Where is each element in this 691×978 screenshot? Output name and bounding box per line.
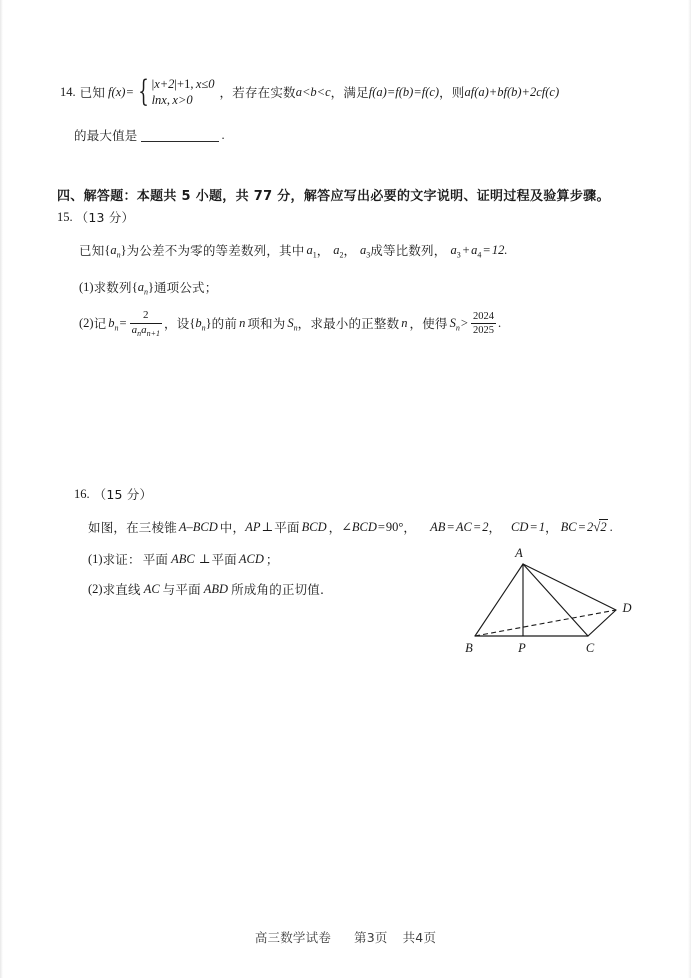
problem-15-term-1: $a_1$ — [306, 242, 317, 259]
problem-16-figure — [448, 542, 648, 662]
piecewise-case-2: lnx, x>0 — [151, 93, 193, 107]
problem-14-condition: f(a)=f(b)=f(c) — [368, 84, 440, 99]
footer-total-pages: 共4页 — [402, 930, 437, 945]
problem-14-period: . — [221, 127, 225, 142]
footer-page-number: 第3页 — [354, 930, 388, 945]
problem-15-bn: $b_n$ — [108, 315, 119, 333]
problem-16-part-2: (2) 求直线 AC 与平面 ABD 所成角的正切值. — [88, 581, 325, 597]
problem-14-clause-1: ，若存在实数 — [219, 85, 296, 100]
problem-14-piecewise — [134, 76, 214, 108]
problem-16-length-cd: CD=1 — [511, 519, 546, 534]
problem-16-plane-acd: ACD — [238, 551, 264, 566]
problem-14-answer-blank[interactable] — [141, 129, 219, 142]
problem-16-part-1-label: (1) — [88, 551, 103, 566]
problem-16-perp-segment: AP — [245, 519, 261, 534]
problem-16-plane-abc: ABC — [171, 551, 195, 566]
problem-16-stem: 如图，在三棱锥 A–BCD 中， AP ⊥ 平面 BCD ， ∠ BCD = 90° ， AB=AC=2 ， CD=1 ， BC=2 √ 2 . — [88, 519, 613, 535]
problem-16-part-2-label: (2) — [88, 581, 103, 596]
vertex-label-A: A — [515, 546, 523, 560]
problem-16-plane-bcd: BCD — [301, 519, 327, 534]
problem-16-part-1: (1) 求证： 平面 ABC ⊥ 平面 ACD ； — [88, 551, 279, 567]
problem-15-target-fraction: $\frac{2024}{2025}$ — [472, 310, 494, 336]
edge-BD-hidden — [475, 610, 616, 636]
problem-16-angle-value: 90° — [385, 519, 404, 534]
problem-16-solid-name: A–BCD — [178, 519, 218, 534]
problem-16-line-ac: AC — [143, 581, 160, 596]
problem-14-line-1 — [60, 72, 640, 112]
problem-16-length-bc: BC=2 √ 2 — [560, 519, 607, 534]
problem-15-term-3: $a_3$ — [360, 242, 371, 259]
problem-14-equals: = — [126, 84, 134, 99]
vertex-label-B: B — [465, 641, 473, 655]
problem-15-Sn: $S_n$ — [287, 315, 298, 333]
piecewise-case-1: |x+2|+1, x≤0 — [151, 76, 215, 91]
section-4-heading: 四、解答题：本题共 5 小题，共 77 分，解答应写出必要的文字说明、证明过程及验算步骤。 — [57, 189, 610, 204]
problem-15-part-2: (2) 记 $b_n$ = $\frac{2}{a_na_{n+1}}$ ，设 $\{b_n\}$ 的前 n 项和为 $S_n$ ，求最小的正整数 n ，使得 $S_n$ > $\frac{2024}{2025}$ . — [79, 309, 502, 338]
problem-14-clause-2: ，满足 — [330, 85, 369, 100]
problem-15-part-2-label: (2) — [79, 315, 94, 330]
problem-15-Sn-target: $S_n$ — [449, 315, 460, 333]
problem-14-func: f(x) — [108, 84, 126, 99]
problem-15-part-1-label: (1) — [79, 279, 94, 294]
vertex-label-C: C — [585, 641, 595, 655]
problem-15-sequence-an: $\{a_n\}$ — [104, 242, 127, 259]
problem-15-part-1-sequence: $\{a_n\}$ — [131, 279, 154, 296]
problem-15-header — [57, 208, 657, 226]
edge-AD — [523, 564, 616, 610]
problem-16-points: （15 分） — [93, 487, 153, 502]
problem-16-number: 16. — [74, 486, 90, 501]
problem-14-number: 14. — [60, 84, 76, 99]
problem-15-stem: 已知 $\{a_n\}$ 为公差不为零的等差数列，其中 $a_1$ ， $a_2$ ， $a_3$ 成等比数列， $a_3+a_4=12$. — [79, 242, 508, 259]
piecewise-brace-icon: { — [138, 74, 150, 110]
problem-14-lead: 已知 — [79, 85, 106, 100]
problem-15-bn-fraction: $\frac{2}{a_na_{n+1}}$ — [131, 309, 160, 338]
problem-14-clause-3: ，则 — [439, 85, 465, 100]
perpendicular-icon-2: ⊥ — [198, 552, 211, 566]
vertex-label-P: P — [518, 641, 526, 655]
problem-15-part-1: (1) 求数列 $\{a_n\}$ 通项公式； — [79, 279, 218, 296]
problem-15-points: （13 分） — [75, 210, 135, 225]
perpendicular-icon: ⊥ — [261, 520, 274, 534]
page-footer — [0, 928, 691, 946]
problem-16-length-ab-ac: AB=AC=2 — [430, 519, 489, 534]
problem-15 — [57, 208, 657, 336]
triangular-pyramid-svg — [448, 542, 648, 662]
problem-16-header — [74, 485, 654, 503]
problem-15-sum-equation: $a_3+a_4=12$. — [450, 242, 508, 259]
angle-icon: ∠ — [341, 520, 352, 534]
problem-14 — [60, 72, 640, 144]
problem-15-term-2: $a_2$ — [333, 242, 344, 259]
vertex-label-D: D — [622, 601, 632, 615]
footer-title: 高三数学试卷 — [254, 930, 332, 945]
problem-14-inequality: a<b<c — [295, 84, 331, 99]
problem-14-line-2 — [74, 126, 640, 144]
problem-16-plane-abd: ABD — [203, 581, 229, 596]
problem-14-expression: af(a)+bf(b)+2cf(c) — [464, 84, 560, 99]
problem-16-angle-name: BCD — [351, 519, 377, 534]
problem-15-sequence-bn: $\{b_n\}$ — [189, 315, 212, 333]
problem-15-number: 15. — [57, 209, 73, 224]
edge-AB — [475, 564, 523, 636]
problem-14-answer-prompt: 的最大值是 — [74, 128, 138, 143]
